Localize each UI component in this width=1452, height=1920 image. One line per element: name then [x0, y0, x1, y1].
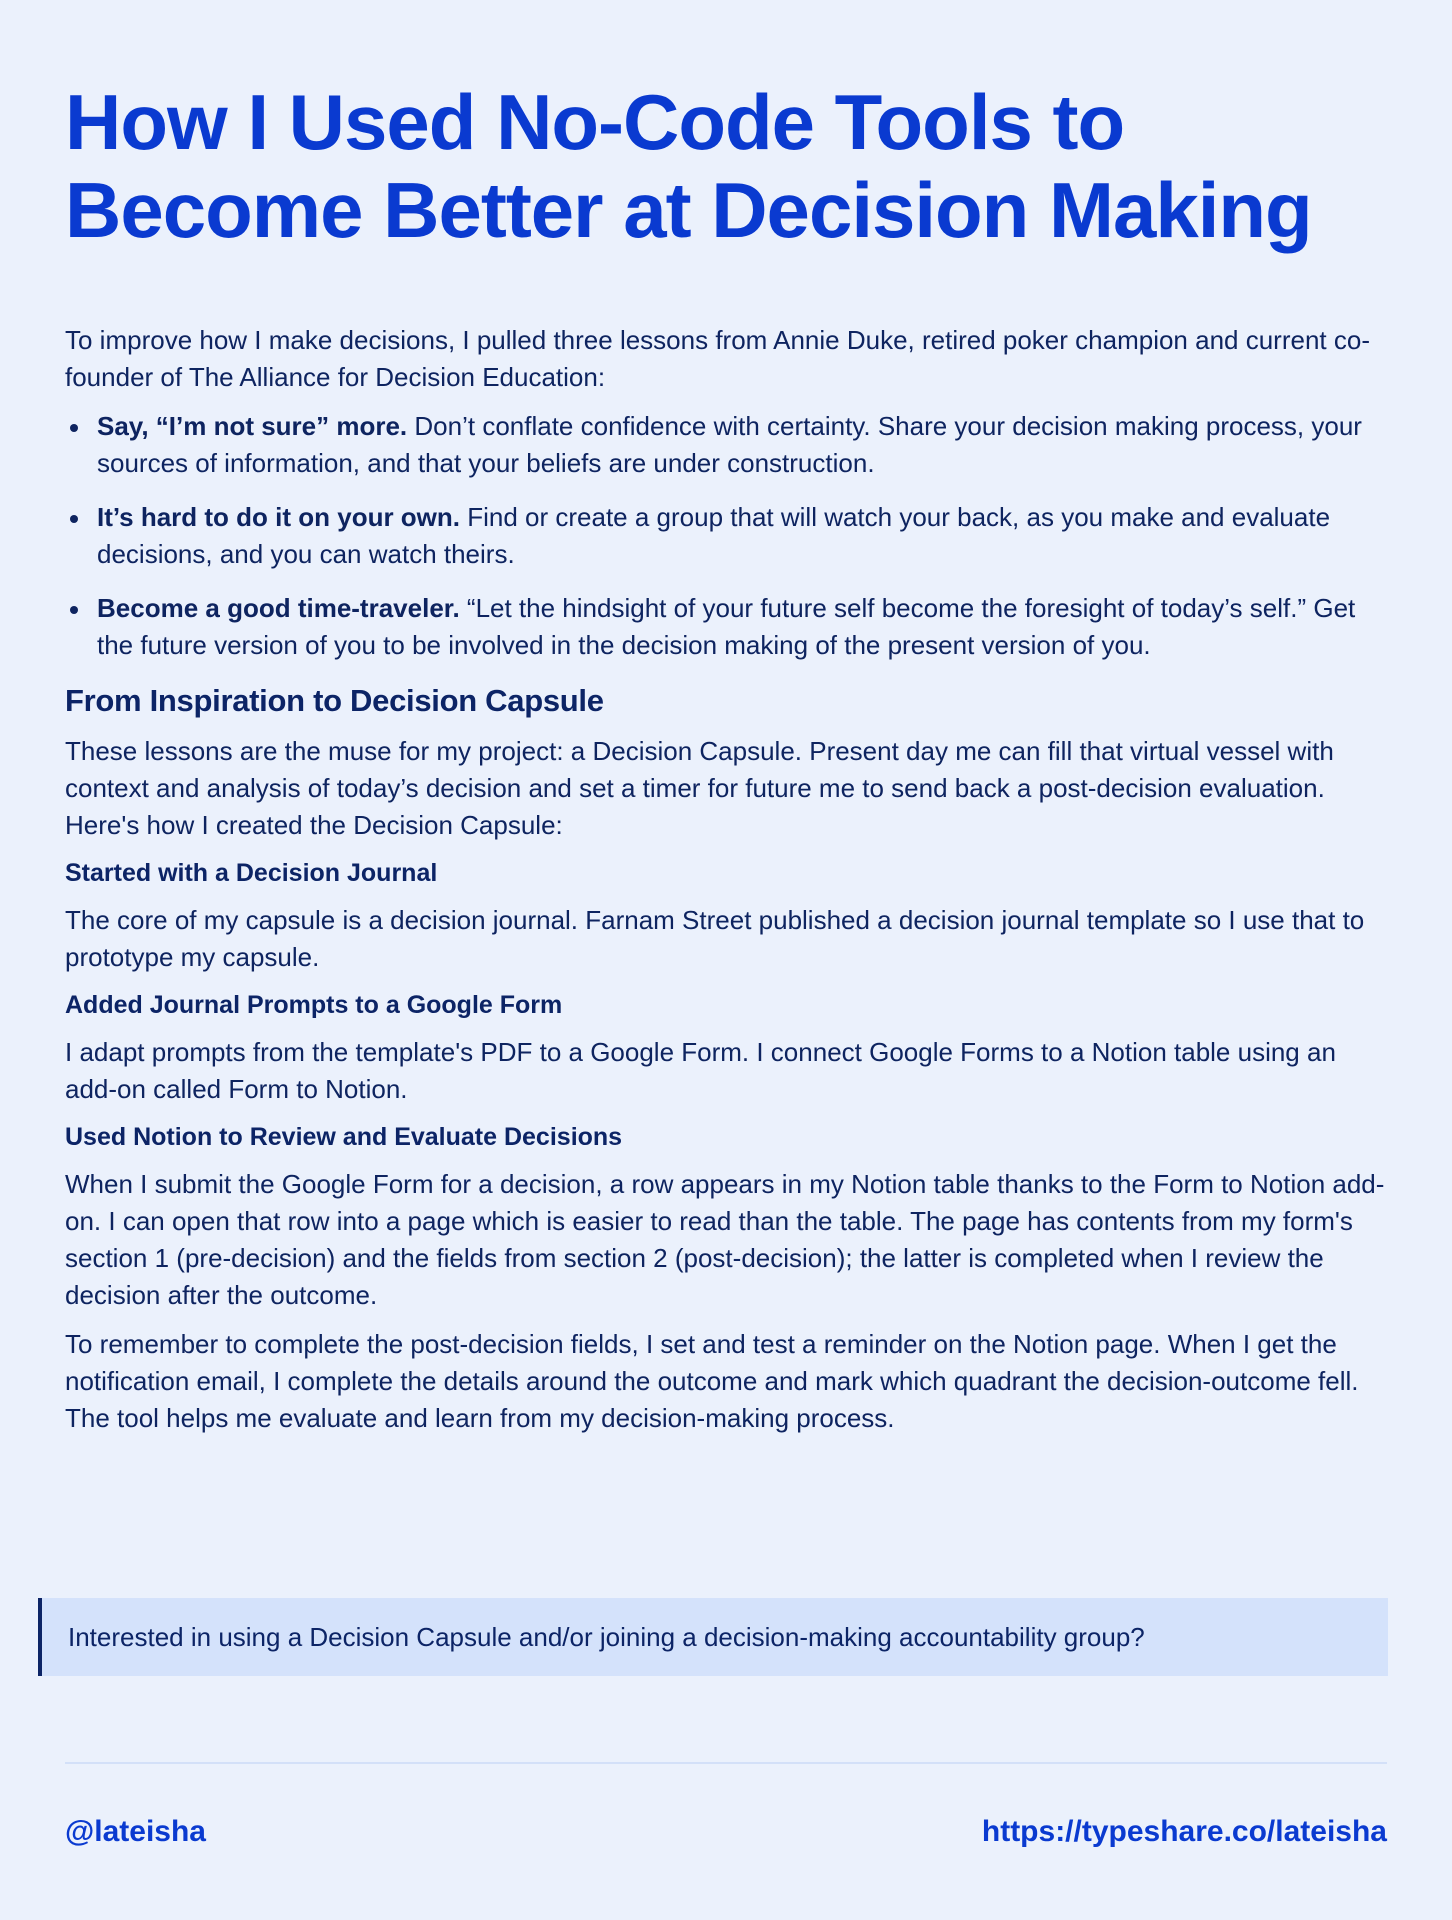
profile-link[interactable]: https://typeshare.co/lateisha — [981, 1815, 1387, 1848]
lesson-heading: Become a good time-traveler. — [97, 593, 460, 623]
step-paragraph: To remember to complete the post-decision fields, I set and test a reminder on the Notion page. When I get the notification email, I complete the details around the outcome and mark which quadrant the decision-outcome fell. The tool helps me evaluate and learn from my decision-making process. — [65, 1329, 1359, 1433]
author-handle[interactable]: @lateisha — [65, 1815, 206, 1848]
lesson-heading: Say, “I’m not sure” more. — [97, 411, 408, 441]
step-paragraph: When I submit the Google Form for a decision, a row appears in my Notion table thanks to the Form to Notion add-on. I can open that row into a page which is easier to read than the table. The page has contents from my form's section 1 (pre-decision) and the fields from section 2 (post-decision); the latter is completed when I review the decision after the outcome. — [65, 1169, 1385, 1310]
callout-text: Interested in using a Decision Capsule and/or joining a decision-making accountability group? — [68, 1621, 1145, 1652]
list-item — [97, 408, 1387, 482]
lessons-list — [65, 408, 1387, 664]
list-item — [97, 499, 1387, 573]
step-paragraph: The core of my capsule is a decision journal. Farnam Street published a decision journal template so I use that to prototype my capsule. — [65, 905, 1365, 972]
footer-divider — [65, 1762, 1387, 1764]
lesson-text: Don’t conflate confidence with certainty. Share your decision making process, your sources of information, and that your beliefs are under construction. — [97, 411, 1362, 478]
page-title: How I Used No-Code Tools to Become Better at Decision Making — [65, 78, 1312, 254]
lesson-text: Find or create a group that will watch your back, as you make and evaluate decisions, and you can watch theirs. — [97, 502, 1331, 569]
section-heading: From Inspiration to Decision Capsule — [65, 683, 604, 718]
step-heading-notion: Used Notion to Review and Evaluate Decisions — [65, 1123, 623, 1151]
lesson-text: “Let the hindsight of your future self become the foresight of today’s self.” Get the future version of you to be involved in the decision making of the present version of you. — [97, 593, 1356, 660]
step-paragraph: I adapt prompts from the template's PDF to a Google Form. I connect Google Forms to a Notion table using an add-on called Form to Notion. — [65, 1037, 1336, 1104]
callout-box — [38, 1598, 1388, 1676]
list-item — [97, 590, 1387, 664]
step-heading-journal: Started with a Decision Journal — [65, 859, 438, 887]
section-intro: These lessons are the muse for my project: a Decision Capsule. Present day me can fill that virtual vessel with context and analysis of today’s decision and set a timer for future me to send back a post-decision evaluation. Here's how I created the Decision Capsule: — [65, 736, 1334, 840]
lesson-heading: It’s hard to do it on your own. — [97, 502, 461, 532]
step-heading-google-form: Added Journal Prompts to a Google Form — [65, 991, 563, 1019]
intro-paragraph: To improve how I make decisions, I pulled three lessons from Annie Duke, retired poker champion and current co-founder of The Alliance for Decision Education: — [65, 325, 1370, 392]
